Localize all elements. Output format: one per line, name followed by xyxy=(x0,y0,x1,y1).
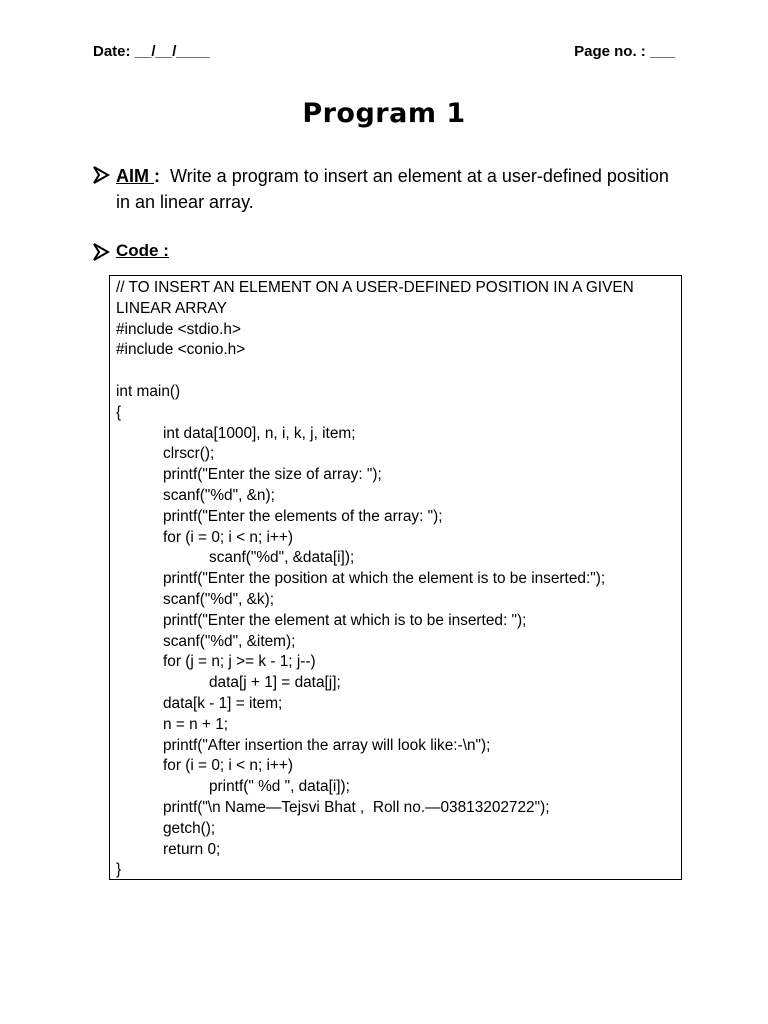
code-line: for (j = n; j >= k - 1; j--) xyxy=(163,653,316,671)
code-line: int main() xyxy=(116,382,181,400)
arrow-bullet-icon xyxy=(92,243,110,261)
code-line: getch(); xyxy=(163,819,216,837)
code-line: #include <stdio.h> xyxy=(116,320,241,338)
code-line: clrscr(); xyxy=(163,445,215,463)
code-line: } xyxy=(116,861,122,879)
code-line: data[j + 1] = data[j]; xyxy=(209,674,341,692)
code-line: printf("Enter the position at which the element is to be inserted:"); xyxy=(163,570,606,588)
code-line: return 0; xyxy=(163,840,221,858)
arrow-bullet-icon xyxy=(92,166,110,184)
code-section-label: Code : xyxy=(116,241,169,260)
code-line: scanf("%d", &data[i]); xyxy=(209,549,355,567)
code-line: printf("Enter the size of array: "); xyxy=(163,466,382,484)
aim-text: Write a program to insert an element at a user-defined position in an linear array. xyxy=(116,166,669,212)
code-line: printf(" %d ", data[i]); xyxy=(209,778,350,796)
code-line: { xyxy=(116,403,122,421)
page-number-field: Page no. : ___ xyxy=(574,43,675,60)
code-line: scanf("%d", &n); xyxy=(163,486,275,504)
code-line: LINEAR ARRAY xyxy=(116,299,227,317)
code-line: int data[1000], n, i, k, j, item; xyxy=(163,424,356,442)
code-line: #include <conio.h> xyxy=(116,341,246,359)
code-line xyxy=(116,361,675,382)
code-line: data[k - 1] = item; xyxy=(163,694,283,712)
code-line: printf("After insertion the array will look like:-\n"); xyxy=(163,736,491,754)
code-line: n = n + 1; xyxy=(163,715,229,733)
code-line: // TO INSERT AN ELEMENT ON A USER-DEFINED POSITION IN A GIVEN xyxy=(116,279,634,296)
code-line: scanf("%d", &item); xyxy=(163,632,296,650)
aim-paragraph xyxy=(116,163,676,215)
code-line: scanf("%d", &k); xyxy=(163,590,274,608)
aim-colon: : xyxy=(154,166,160,186)
code-line: printf("\n Name—Tejsvi Bhat , Roll no.—03813202722"); xyxy=(163,798,550,816)
page-title: Program 1 xyxy=(302,98,466,129)
date-field: Date: __/__/____ xyxy=(93,43,210,60)
code-listing xyxy=(109,275,682,880)
code-line: printf("Enter the element at which is to be inserted: "); xyxy=(163,611,527,629)
code-line: for (i = 0; i < n; i++) xyxy=(163,757,294,775)
code-line: for (i = 0; i < n; i++) xyxy=(163,528,294,546)
aim-label: AIM xyxy=(116,166,154,186)
code-line: printf("Enter the elements of the array: "); xyxy=(163,507,443,525)
